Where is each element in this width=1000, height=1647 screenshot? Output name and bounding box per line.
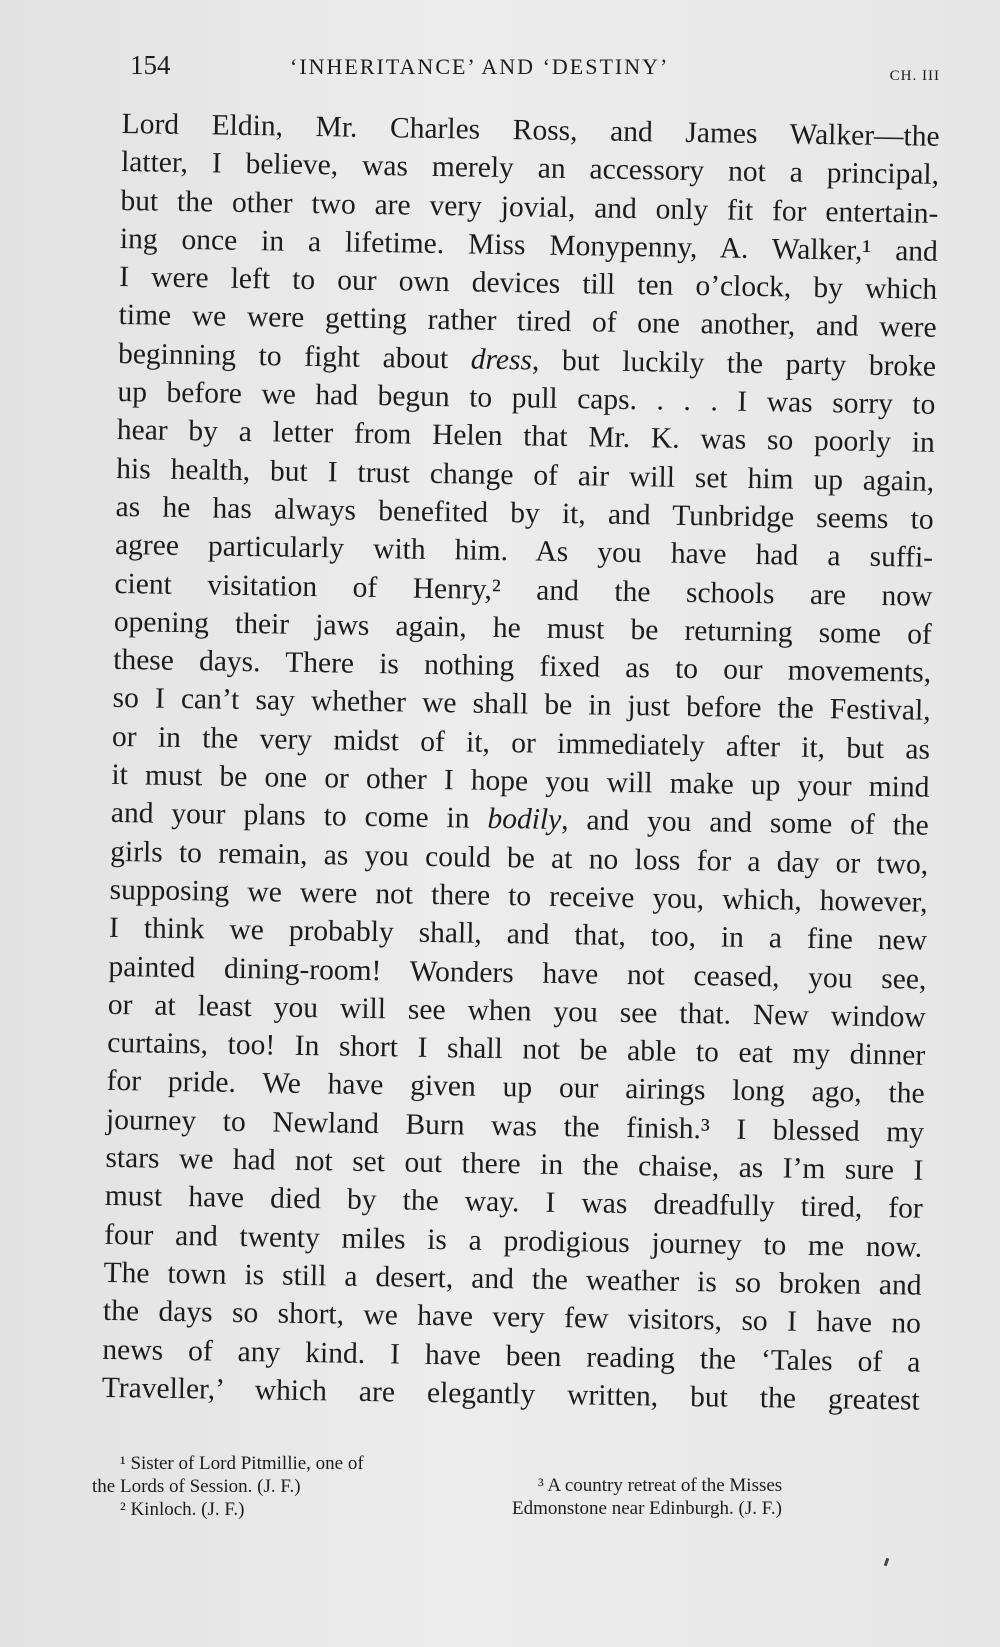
ink-speck — [884, 1558, 890, 1567]
footnote-line: ³ A country retreat of the Misses — [538, 1475, 783, 1496]
text-line: ing once in a lifetime. Miss Monypenny, A. Walker,¹ and — [119, 222, 939, 268]
text-line: for pride. We have given up our airings long ago, the — [106, 1065, 925, 1111]
text-line: Lord Eldin, Mr. Charles Ross, and James Walker—the — [121, 107, 940, 153]
text-line: The town is still a desert, and the weather is so broken and — [103, 1256, 922, 1302]
chapter-label: CH. III — [889, 68, 940, 84]
text-line: opening their jaws again, he must be returning some of — [113, 605, 933, 651]
text-line: four and twenty miles is a prodigious journey to me now. — [104, 1218, 923, 1264]
text-line: these days. There is nothing fixed as to our movements, — [113, 644, 932, 689]
footnotes-right-column — [512, 1474, 912, 1520]
text-line: beginning to fight about dress, but luckily the party broke — [117, 337, 937, 383]
text-line: agree particularly with him. As you have had a suffi- — [114, 529, 934, 575]
text-line: latter, I believe, was merely an accessory not a principal, — [120, 146, 940, 192]
text-line: news of any kind. I have been reading the ‘Tales of a — [102, 1333, 921, 1379]
text-line: but the other two are very jovial, and only fit for entertain- — [120, 184, 939, 230]
text-line: hear by a letter from Helen that Mr. K. was so poorly in — [116, 414, 936, 460]
text-line: supposing we were not there to receive you, which, however, — [109, 873, 928, 919]
footnote-line: ² Kinloch. (J. F.) — [120, 1499, 245, 1520]
page-header — [130, 50, 940, 90]
text-line: it must be one or other I hope you will make up your mind — [111, 758, 930, 804]
footnote-line: ¹ Sister of Lord Pitmillie, one of — [120, 1453, 364, 1474]
text-line: girls to remain, as you could be at no loss for a day or two, — [110, 835, 929, 881]
text-line: curtains, too! In short I shall not be able to eat my dinner — [107, 1027, 926, 1072]
text-line: and your plans to come in bodily, and you and some of the — [110, 797, 930, 843]
running-title: ‘INHERITANCE’ AND ‘DESTINY’ — [290, 54, 670, 79]
text-line: time we were getting rather tired of one another, and were — [118, 299, 937, 345]
text-line: stars we had not set out there in the chaise, as I’m sure I — [105, 1141, 924, 1187]
body-text — [102, 105, 940, 1420]
footnote-line: the Lords of Session. (J. F.) — [92, 1476, 301, 1497]
text-line: journey to Newland Burn was the finish.³ I blessed my — [105, 1103, 925, 1149]
page-number: 154 — [130, 50, 171, 80]
text-line: I were left to our own devices till ten o’clock, by which — [119, 261, 938, 307]
text-line: his health, but I trust change of air will set him up again, — [116, 452, 935, 498]
text-line: cient visitation of Henry,² and the schools are now — [114, 567, 933, 613]
text-line: as he has always benefited by it, and Tunbridge seems to — [115, 490, 934, 536]
text-line: I think we probably shall, and that, too, in a fine new — [108, 912, 928, 957]
text-line: the days so short, we have very few visitors, so I have no — [102, 1295, 922, 1340]
text-line: must have died by the way. I was dreadfully tired, for — [104, 1180, 924, 1226]
footnotes-left-column — [92, 1452, 482, 1521]
text-line: or in the very midst of it, or immediately after it, but as — [111, 720, 931, 766]
footnote-line: Edmonstone near Edinburgh. (J. F.) — [512, 1498, 782, 1519]
text-line: painted dining-room! Wonders have not ceased, you see, — [108, 950, 927, 996]
text-line: Traveller,’ which are elegantly written, but the greatest — [101, 1371, 921, 1417]
text-line: or at least you will see when you see that. New window — [107, 988, 927, 1034]
text-line: so I can’t say whether we shall be in just before the Festival, — [112, 682, 931, 728]
text-line: up before we had begun to pull caps. . . . I was sorry to — [117, 376, 936, 421]
